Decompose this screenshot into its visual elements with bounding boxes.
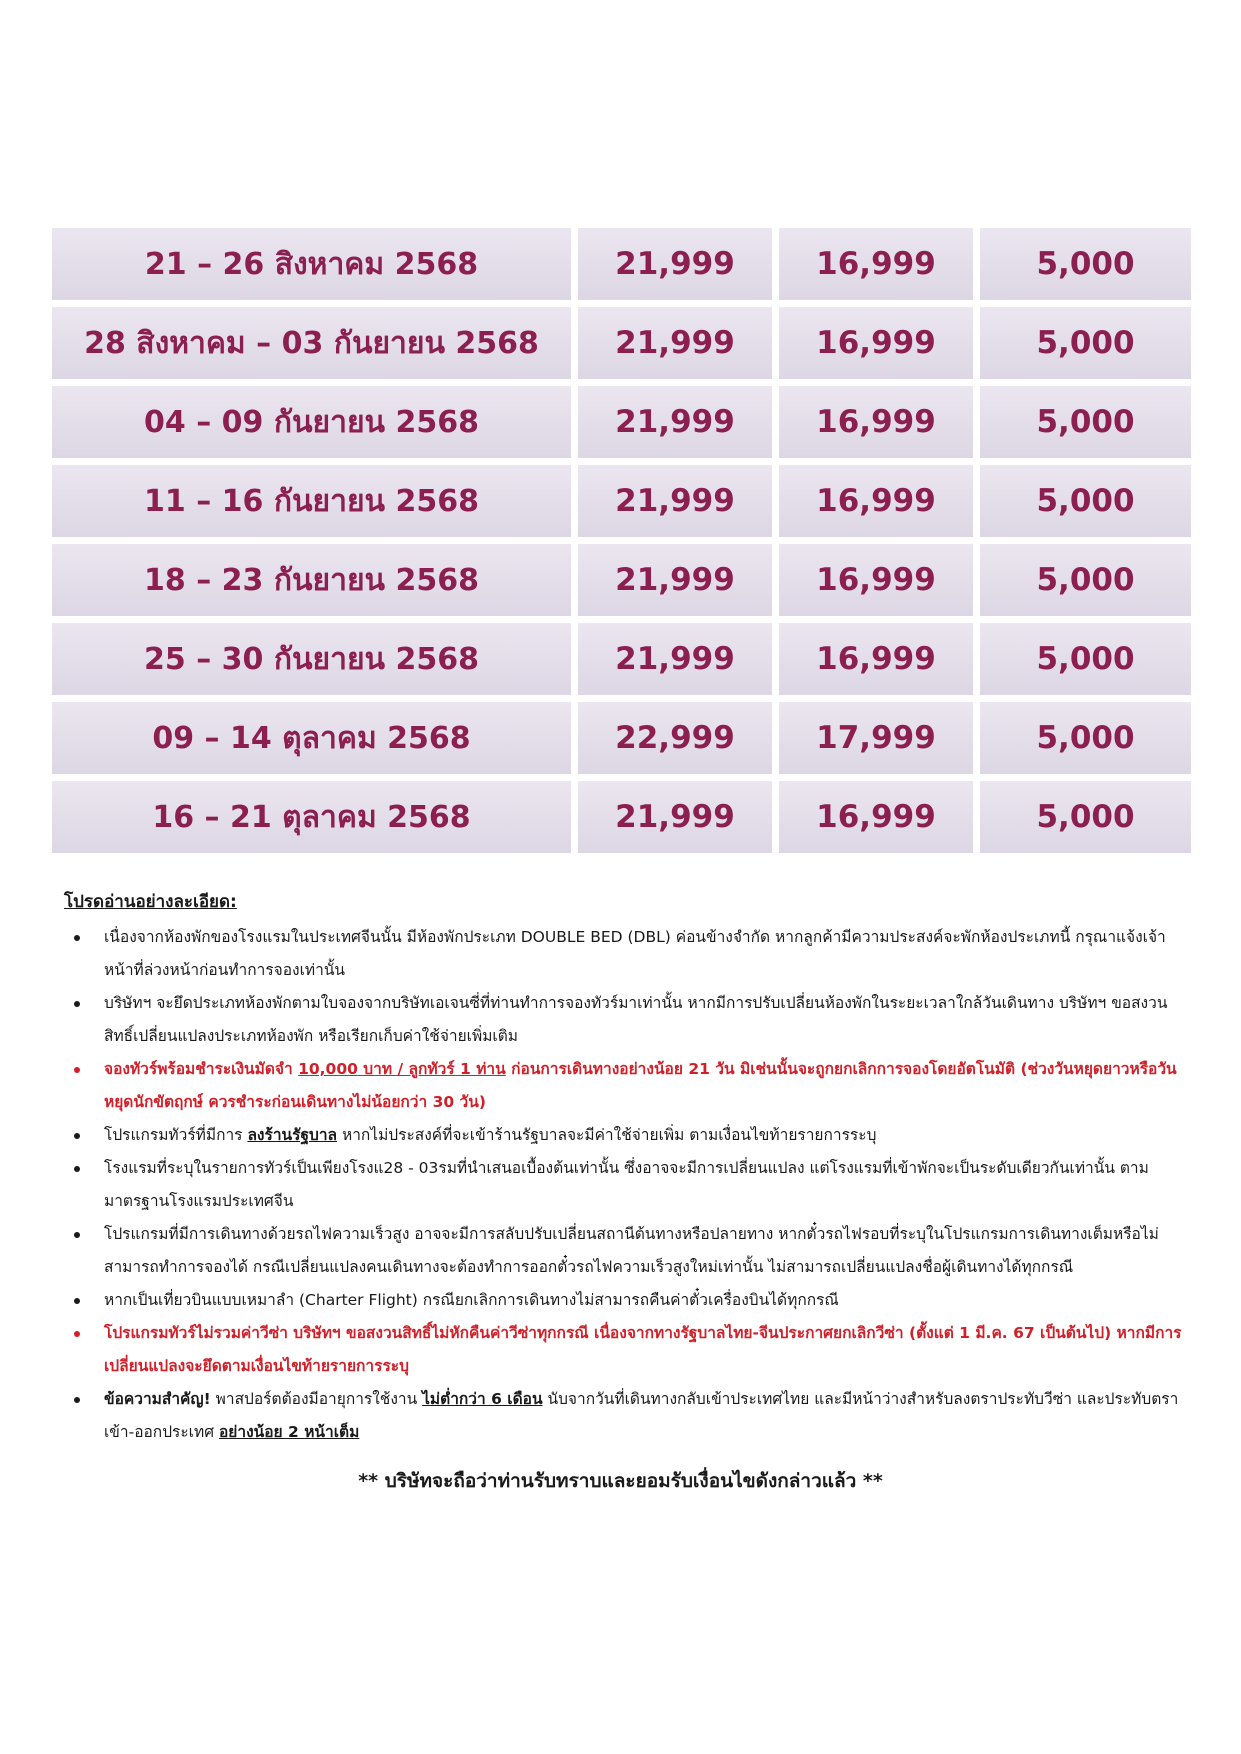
table-row: [52, 544, 1191, 623]
list-item: [64, 1383, 1184, 1449]
note-text: โรงแรมที่ระบุในรายการทัวร์เป็นเพียงโรงแ28 - 03รมที่นำเสนอเบื้องต้นเท่านั้น ซึ่งอาจจะมีการเปลี่ยนแปลง แต่โรงแรมที่เข้าพักจะเป็นระดับเดียวกันเท่านั้น ตามมาตรฐานโรงแรมประเทศจีน: [104, 1159, 1149, 1210]
closing-statement: ** บริษัทจะถือว่าท่านรับทราบและยอมรับเงื่อนไขดังกล่าวแล้ว **: [358, 1470, 883, 1492]
adult-price-cell: 21,999: [578, 465, 779, 544]
list-item: [64, 1218, 1184, 1284]
list-item: [64, 987, 1184, 1053]
note-text: ก่อนการเดินทางอย่างน้อย 21 วัน มิเช่นนั้นจะถูกยกเลิกการจองโดยอัตโนมัติ (ช่วงวันหยุดยาวหรือวันหยุดนักขัตฤกษ์ ควรชำระก่อนเดินทางไม่น้อยกว่า 30 วัน): [104, 1060, 1177, 1111]
extra-charge-cell: 5,000: [980, 386, 1191, 465]
list-item: [64, 1152, 1184, 1218]
adult-price-cell: 21,999: [578, 386, 779, 465]
travel-date-cell: 18 – 23 กันยายน 2568: [52, 544, 578, 623]
note-text: นับจากวันที่เดินทางกลับเข้าประเทศไทย และมีหน้าว่างสำหรับลงตราประทับวีซ่า และประทับตราเข้า-ออกประเทศ: [104, 1390, 1179, 1441]
important-label: ข้อความสำคัญ!: [104, 1390, 211, 1408]
list-item: [64, 921, 1184, 987]
adult-price-cell: 21,999: [578, 307, 779, 386]
child-price-cell: 16,999: [779, 228, 980, 307]
conditions-list: [64, 921, 1184, 1449]
child-price-cell: 16,999: [779, 781, 980, 860]
list-item: [64, 1119, 1184, 1152]
child-price-cell: 17,999: [779, 702, 980, 781]
table-row: [52, 228, 1191, 307]
travel-date-cell: 11 – 16 กันยายน 2568: [52, 465, 578, 544]
child-price-cell: 16,999: [779, 623, 980, 702]
note-text: เนื่องจากห้องพักของโรงแรมในประเทศจีนนั้น มีห้องพักประเภท DOUBLE BED (DBL) ค่อนข้างจำกัด หากลูกค้ามีความประสงค์จะพักห้องประเภทนี้ กรุณาแจ้งเจ้าหน้าที่ล่วงหน้าก่อนทำการจองเท่านั้น: [104, 928, 1166, 979]
adult-price-cell: 21,999: [578, 544, 779, 623]
table-row: [52, 307, 1191, 386]
table-row: [52, 465, 1191, 544]
child-price-cell: 16,999: [779, 307, 980, 386]
note-text: โปรแกรมทัวร์ที่มีการ: [104, 1126, 248, 1144]
extra-charge-cell: 5,000: [980, 228, 1191, 307]
adult-price-cell: 21,999: [578, 781, 779, 860]
travel-date-cell: 21 – 26 สิงหาคม 2568: [52, 228, 578, 307]
note-text: หากเป็นเที่ยวบินแบบเหมาลำ (Charter Flight) กรณียกเลิกการเดินทางไม่สามารถคืนค่าตั๋วเครื่องบินได้ทุกกรณี: [104, 1291, 839, 1309]
extra-charge-cell: 5,000: [980, 465, 1191, 544]
travel-date-cell: 16 – 21 ตุลาคม 2568: [52, 781, 578, 860]
extra-charge-cell: 5,000: [980, 623, 1191, 702]
note-text: หากไม่ประสงค์ที่จะเข้าร้านรัฐบาลจะมีค่าใช้จ่ายเพิ่ม ตามเงื่อนไขท้ายรายการระบุ: [337, 1126, 877, 1144]
extra-charge-cell: 5,000: [980, 307, 1191, 386]
adult-price-cell: 22,999: [578, 702, 779, 781]
table-row: [52, 781, 1191, 860]
deposit-amount: 10,000 บาท / ลูกทัวร์ 1 ท่าน: [298, 1060, 506, 1078]
child-price-cell: 16,999: [779, 386, 980, 465]
table-row: [52, 702, 1191, 781]
travel-date-cell: 09 – 14 ตุลาคม 2568: [52, 702, 578, 781]
passport-pages: อย่างน้อย 2 หน้าเต็ม: [218, 1423, 360, 1441]
travel-date-cell: 04 – 09 กันยายน 2568: [52, 386, 578, 465]
note-text: จองทัวร์พร้อมชำระเงินมัดจำ: [104, 1060, 299, 1078]
conditions-title: โปรดอ่านอย่างละเอียด:: [64, 892, 237, 912]
note-text: โปรแกรมที่มีการเดินทางด้วยรถไฟความเร็วสูง อาจจะมีการสลับปรับเปลี่ยนสถานีต้นทางหรือปลายทาง หากตั๋วรถไฟรอบที่ระบุในโปรแกรมการเดินทางเต็มหรือไม่สามารถทำการจองได้ กรณีเปลี่ยนแปลงคนเดินทางจะต้องทำการออกตั๋วรถไฟความเร็วสูงใหม่เท่านั้น ไม่สามารถเปลี่ยนแปลงชื่อผู้เดินทางได้ทุกกรณี: [104, 1225, 1159, 1276]
price-table: [52, 228, 1191, 860]
table-row: [52, 386, 1191, 465]
extra-charge-cell: 5,000: [980, 781, 1191, 860]
list-item: [64, 1053, 1184, 1119]
extra-charge-cell: 5,000: [980, 544, 1191, 623]
list-item: [64, 1317, 1184, 1383]
note-text: พาสปอร์ตต้องมีอายุการใช้งาน: [210, 1390, 423, 1408]
government-shop-label: ลงร้านรัฐบาล: [247, 1126, 338, 1144]
child-price-cell: 16,999: [779, 544, 980, 623]
table-row: [52, 623, 1191, 702]
child-price-cell: 16,999: [779, 465, 980, 544]
note-text: บริษัทฯ จะยึดประเภทห้องพักตามใบจองจากบริษัทเอเจนซี่ที่ท่านทำการจองทัวร์มาเท่านั้น หากมีการปรับเปลี่ยนห้องพักในระยะเวลาใกล้วันเดินทาง บริษัทฯ ขอสงวนสิทธิ์เปลี่ยนแปลงประเภทห้องพัก หรือเรียกเก็บค่าใช้จ่ายเพิ่มเติม: [104, 994, 1168, 1045]
conditions-section: [64, 886, 1184, 1449]
travel-date-cell: 25 – 30 กันยายน 2568: [52, 623, 578, 702]
adult-price-cell: 21,999: [578, 228, 779, 307]
adult-price-cell: 21,999: [578, 623, 779, 702]
list-item: [64, 1284, 1184, 1317]
passport-validity: ไม่ต่ำกว่า 6 เดือน: [422, 1390, 543, 1408]
travel-date-cell: 28 สิงหาคม – 03 กันยายน 2568: [52, 307, 578, 386]
extra-charge-cell: 5,000: [980, 702, 1191, 781]
note-text: โปรแกรมทัวร์ไม่รวมค่าวีซ่า บริษัทฯ ขอสงวนสิทธิ์ไม่หักคืนค่าวีซ่าทุกกรณี เนื่องจากทางรัฐบาลไทย-จีนประกาศยกเลิกวีซ่า (ตั้งแต่ 1 มี.ค. 67 เป็นต้นไป) หากมีการเปลี่ยนแปลงจะยึดตามเงื่อนไขท้ายรายการระบุ: [104, 1324, 1182, 1375]
